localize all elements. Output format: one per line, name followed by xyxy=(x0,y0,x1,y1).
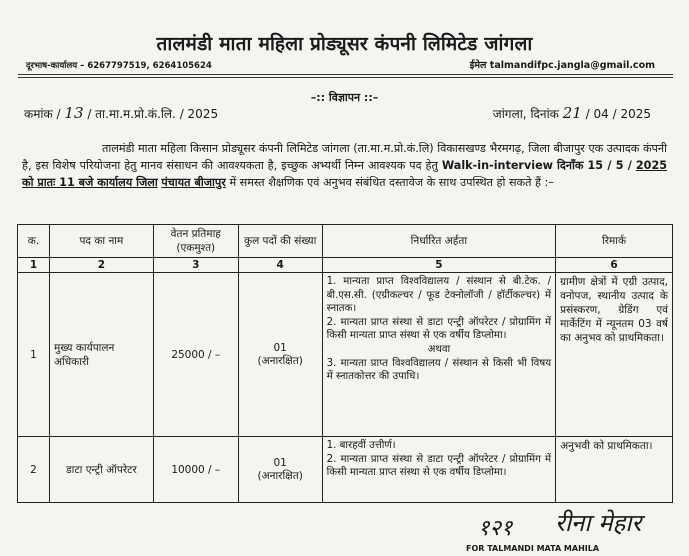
intro-part1: तालमंडी माता महिला किसान प्रोड्यूसर कंपनी लिमिटेड जांगला (ता.मा.म.प्रो.कं.लि) विकासखण्ड भैरमगढ़, जिला बीजापुर एक उत्पादक कंपनी है, इस विशेष परियोजना हेतु मानव संसाधन की आवश्यकता है, इच्छुक अभ्यर्थी निम्न आवश्यक पद हेतु xyxy=(22,142,667,172)
col-number: 5 xyxy=(322,258,556,273)
table-row xyxy=(18,273,673,437)
notice-date xyxy=(493,104,651,122)
row-remark: अनुभवी को प्राथमिकता। xyxy=(556,437,673,503)
col-header-post: पद का नाम xyxy=(49,225,153,258)
venue: पंचायत बीजापुर xyxy=(161,176,226,189)
row-salary: 10000 / – xyxy=(153,437,238,503)
intro-part2: में समस्त शैक्षणिक एवं अनुभव संबंधित दस्तावेज के साथ उपस्थित हो सकते हैं :– xyxy=(229,176,554,189)
col-number: 2 xyxy=(49,258,153,273)
qualification-item: 3. मान्यता प्राप्त विश्वविद्यालय / संस्थान से किसी भी विषय में स्नातकोत्तर की उपाधि। xyxy=(326,357,552,383)
col-number: 6 xyxy=(556,258,673,273)
interview-time: 2025 को प्रातः 11 बजे कार्यालय जिला xyxy=(22,159,668,189)
col-header-qualification: निर्धारित अर्हता xyxy=(322,225,556,258)
col-header-salary: वेतन प्रतिमाह (एकमुश्त) xyxy=(153,225,238,258)
office-phone: दूरभाष-कार्यालय – 6267797519, 6264105624 xyxy=(26,61,212,71)
row-count-cell xyxy=(238,437,322,503)
col-header-count: कुल पदों की संख्या xyxy=(238,225,322,258)
signature-number: १२१ xyxy=(478,516,513,541)
office-email: ईमेल talmandifpc.jangla@gmail.com xyxy=(469,60,655,71)
table-row xyxy=(18,437,673,503)
row-qualification xyxy=(322,437,556,503)
qualification-or: अथवा xyxy=(427,343,451,355)
row-post: मुख्य कार्यपालन अधिकारी xyxy=(49,273,153,437)
date-day-handwritten: 21 xyxy=(562,104,582,122)
qualification-item: 2. मान्यता प्राप्त संस्था से डाटा एन्ट्री ऑपरेटर / प्रोग्रामिंग में किसी मान्यता प्राप्त संस्था से एक वर्षीय डिप्लोमा। xyxy=(326,316,552,342)
advertisement-heading: –:: विज्ञापन ::– xyxy=(310,91,379,104)
column-number-row xyxy=(18,258,673,273)
row-sno: 1 xyxy=(18,273,50,437)
qualification-item: 2. मान्यता प्राप्त संस्था से डाटा एन्ट्री ऑपरेटर / प्रोग्रामिंग में किसी मान्यता प्राप्त संस्था से एक वर्षीय डिप्लोमा। xyxy=(326,453,552,479)
vacancy-table xyxy=(17,224,673,503)
reference-number xyxy=(24,104,218,122)
walk-in-label: Walk-in-interview xyxy=(441,159,553,172)
row-salary: 25000 / – xyxy=(153,273,238,437)
header-rule-bottom xyxy=(18,77,673,78)
row-remark: ग्रामीण क्षेत्रों में एग्री उत्पाद, वनोपज, स्थानीय उत्पाद के प्रसंस्करण, ग्रेडिंग एवं मार्केटिंग में न्यूनतम 03 वर्ष का अनुभव को प्राथमिकता। xyxy=(556,273,673,437)
qualification-item: 1. बारहवीं उत्तीर्ण। xyxy=(326,440,396,451)
interview-date: 15 / 5 / xyxy=(587,159,632,172)
ref-suffix: / ता.मा.म.प्रो.कं.लि. / 2025 xyxy=(87,107,219,121)
qualification-item: 1. मान्यता प्राप्त विश्वविद्यालय / संस्थान से बी.टेक. / बी.एस.सी. (एग्रीकल्चर / फूड टेक्नोलॉजी / हॉर्टीकल्चर) में स्नातक। xyxy=(326,276,552,315)
row-sno: 2 xyxy=(18,437,50,503)
ref-number-handwritten: 13 xyxy=(64,104,84,122)
date-prefix: जांगला, दिनांक xyxy=(492,107,559,121)
col-header-sno: क. xyxy=(18,225,50,258)
date-suffix: / 04 / 2025 xyxy=(585,107,651,121)
intro-paragraph xyxy=(22,140,667,191)
stamp-footer-text: FOR TALMANDI MATA MAHILA xyxy=(466,544,600,553)
col-number: 4 xyxy=(238,258,322,273)
row-count: 01 xyxy=(273,341,287,354)
ref-prefix: कमांक / xyxy=(24,107,61,121)
signature-handwritten: रीना मेहार xyxy=(555,509,642,537)
date-label: दिनाँक xyxy=(556,159,584,172)
row-category: (अनारक्षित) xyxy=(257,469,303,482)
row-category: (अनारक्षित) xyxy=(257,354,303,367)
row-count-cell xyxy=(238,273,322,437)
row-qualification xyxy=(322,273,556,437)
row-post: डाटा एन्ट्री ऑपरेटर xyxy=(49,437,153,503)
row-count: 01 xyxy=(273,456,287,469)
col-number: 3 xyxy=(153,258,238,273)
header-rule-top xyxy=(18,74,673,75)
company-title: तालमंडी माता महिला प्रोड्यूसर कंपनी लिमिटेड जांगला xyxy=(156,33,533,55)
col-header-remark: रिमार्क xyxy=(556,225,673,258)
table-header-row xyxy=(18,225,673,258)
col-number: 1 xyxy=(18,258,50,273)
